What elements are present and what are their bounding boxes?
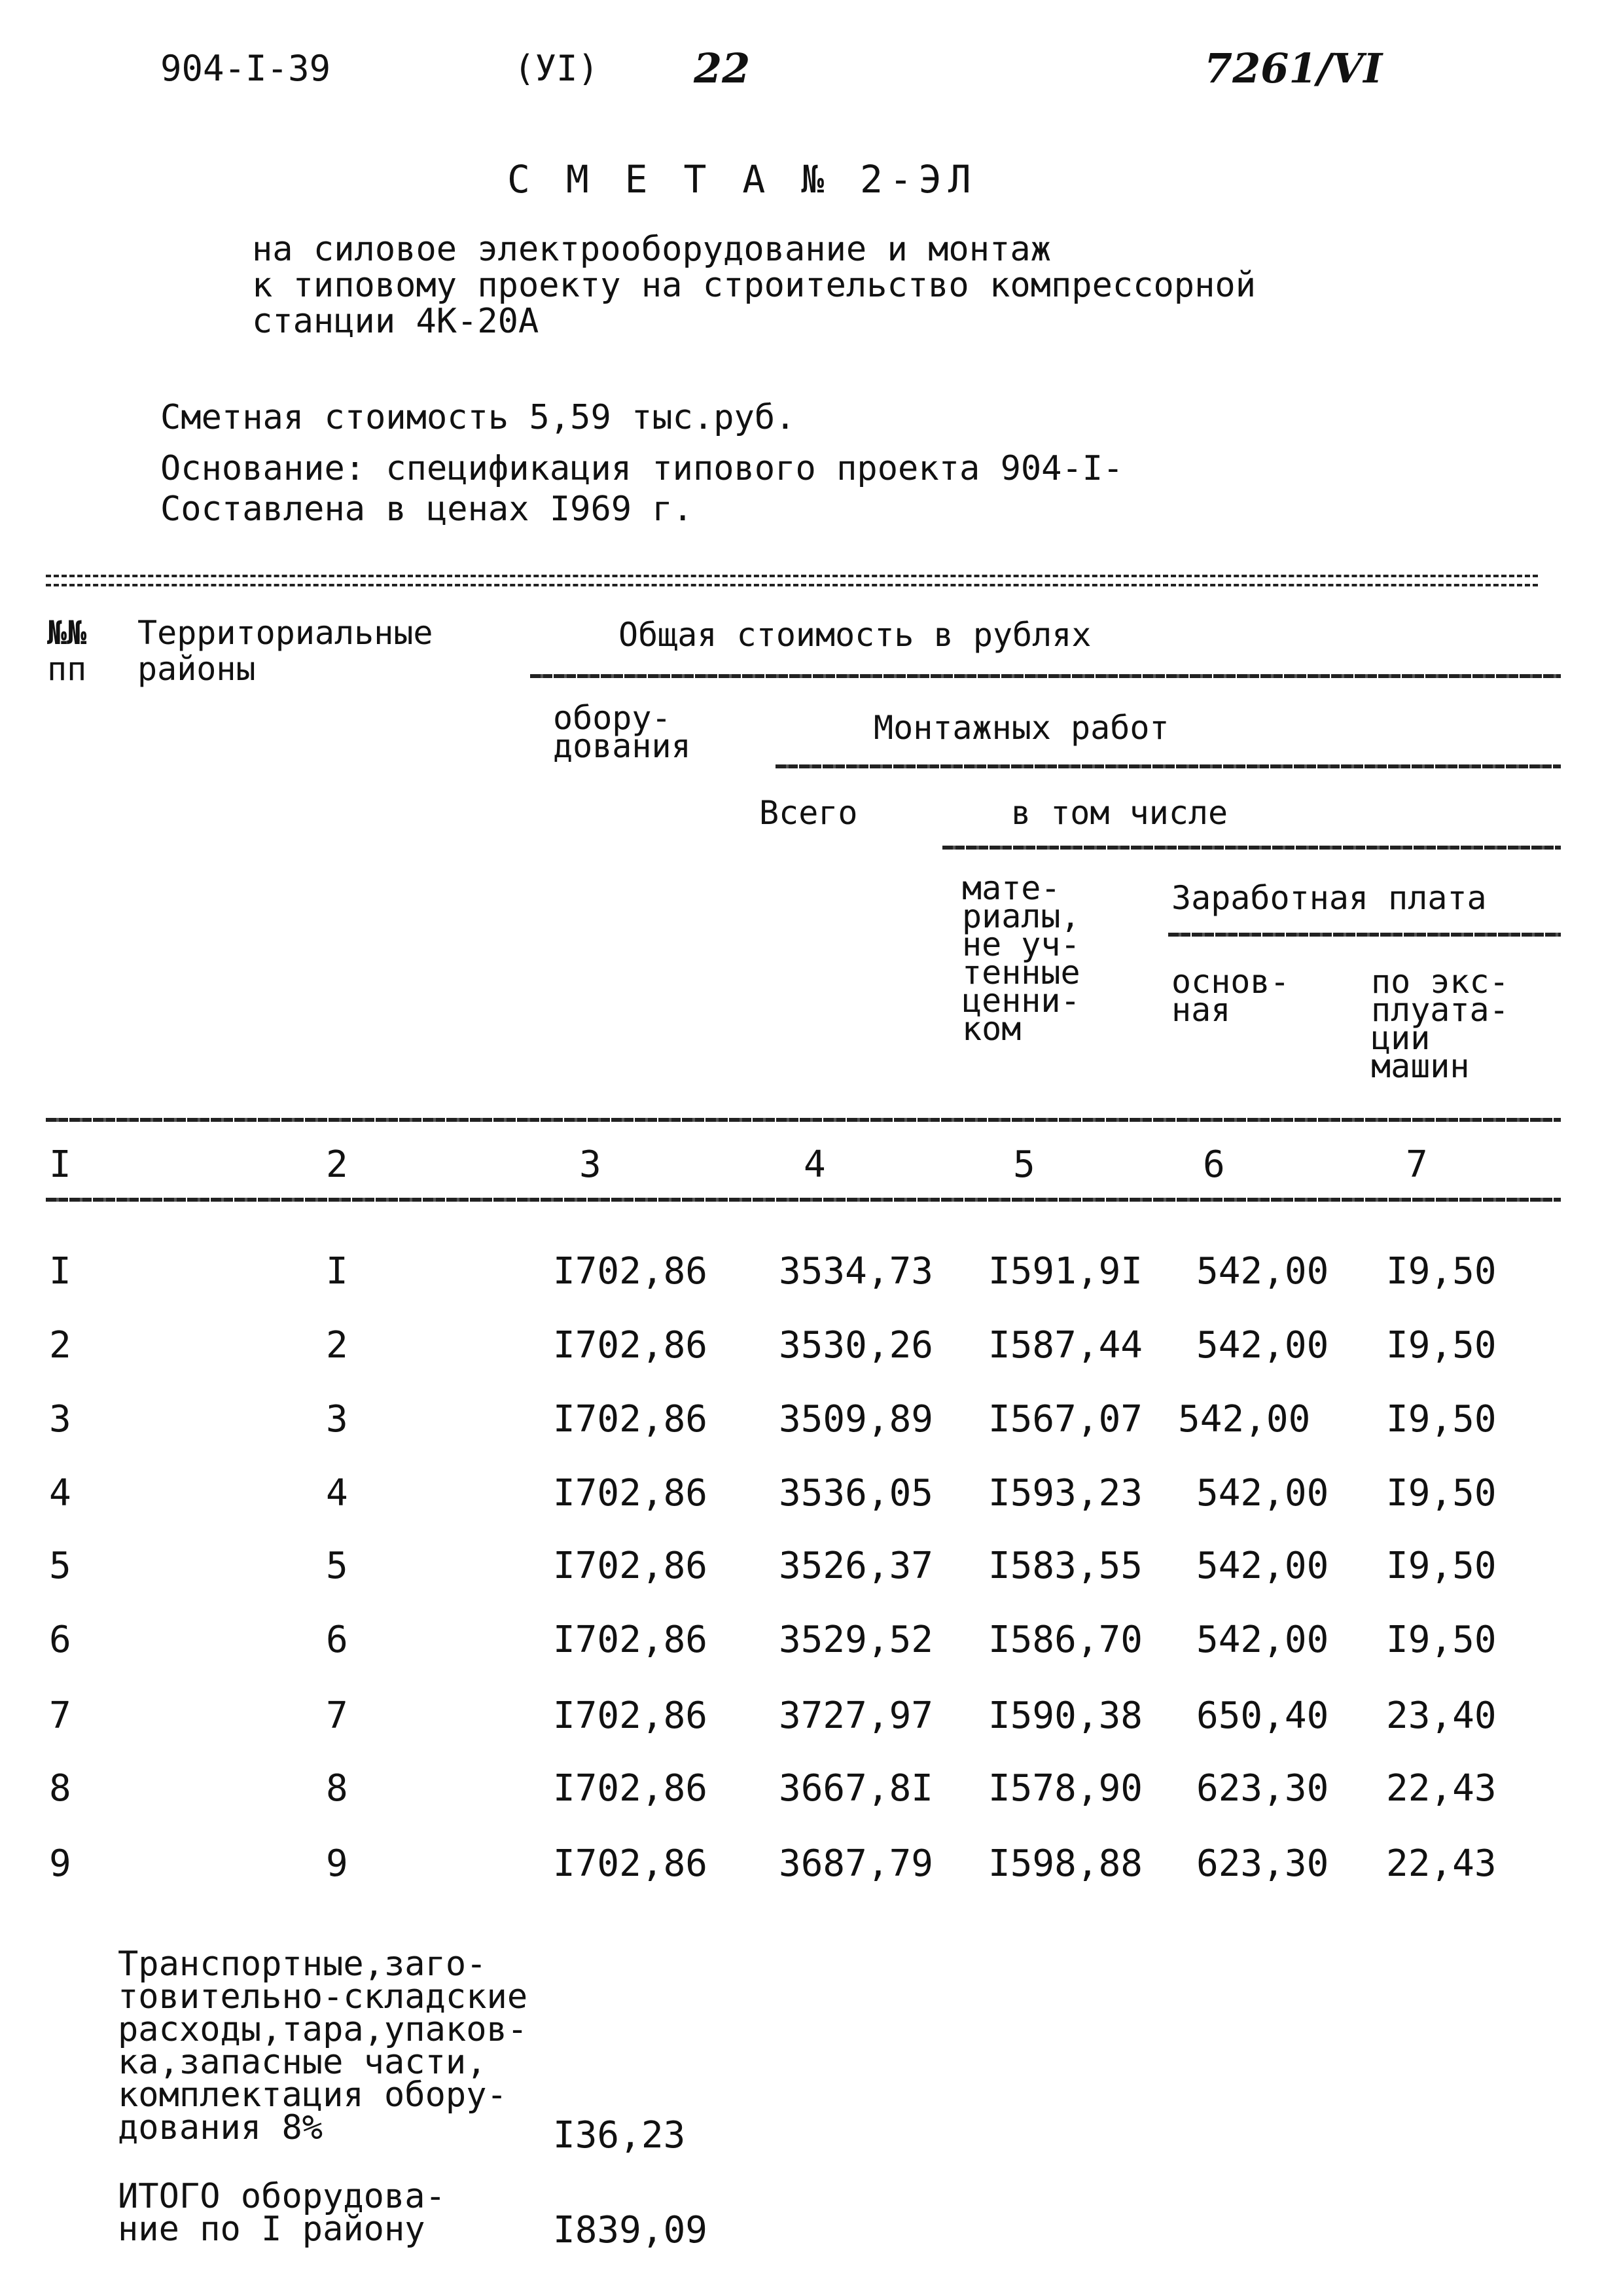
col-number-6: 6	[1203, 1143, 1225, 1186]
table-row-3-equipment: I702,86	[553, 1398, 708, 1441]
archive-number: 7261/VI	[1204, 45, 1383, 92]
equipment-header-line1: обору-	[553, 699, 671, 737]
col-number-rule	[46, 1198, 1561, 1202]
table-row-5-equipment: I702,86	[553, 1545, 708, 1587]
table-row-8-total: 3667,8I	[779, 1767, 934, 1810]
table-row-4-region: 4	[326, 1472, 348, 1515]
table-row-6-region: 6	[326, 1619, 348, 1661]
table-top-rule-2	[46, 584, 1538, 586]
table-row-9-machines: 22,43	[1386, 1842, 1497, 1885]
table-row-1-machines: I9,50	[1386, 1250, 1497, 1293]
equipment-header-line2: дования	[553, 727, 691, 765]
subtitle-line-3: станции 4К-20А	[252, 302, 539, 341]
machines-header-line1: по экс-	[1371, 963, 1509, 1001]
total-header: Всего	[759, 794, 858, 832]
materials-header-line1: мате-	[962, 869, 1061, 907]
including-header-rule	[942, 846, 1561, 850]
transport-line-6: дования 8%	[118, 2108, 323, 2147]
table-row-3-region: 3	[326, 1398, 348, 1441]
table-row-8-materials: I578,90	[988, 1767, 1143, 1810]
table-row-8-machines: 22,43	[1386, 1767, 1497, 1810]
table-row-4-equipment: I702,86	[553, 1472, 708, 1515]
document-code: 904-I-39	[160, 48, 331, 89]
machines-header-line3: ции	[1371, 1019, 1431, 1057]
basis-line: Основание: спецификация типового проекта 904-I-	[160, 449, 1124, 488]
col-number-2: 2	[326, 1143, 348, 1186]
table-row-2-region: 2	[326, 1324, 348, 1367]
transport-value: I36,23	[553, 2114, 686, 2157]
table-row-7-equipment: I702,86	[553, 1695, 708, 1737]
table-row-1-total: 3534,73	[779, 1250, 934, 1293]
table-row-5-machines: I9,50	[1386, 1545, 1497, 1587]
table-row-9-total: 3687,79	[779, 1842, 934, 1885]
materials-header-line3: не уч-	[962, 925, 1080, 963]
table-row-1-no: I	[49, 1250, 71, 1293]
table-row-5-materials: I583,55	[988, 1545, 1143, 1587]
including-header: в том числе	[1011, 794, 1228, 832]
table-row-4-total: 3536,05	[779, 1472, 934, 1515]
table-row-6-no: 6	[49, 1619, 71, 1661]
estimate-title: С М Е Т А № 2-ЭЛ	[507, 157, 978, 202]
table-row-9-basic: 623,30	[1196, 1842, 1329, 1885]
table-row-2-materials: I587,44	[988, 1324, 1143, 1367]
table-row-4-no: 4	[49, 1472, 71, 1515]
table-row-3-total: 3509,89	[779, 1398, 934, 1441]
transport-line-3: расходы,тара,упаков-	[118, 2010, 528, 2049]
col-number-3: 3	[579, 1143, 601, 1186]
table-row-6-materials: I586,70	[988, 1619, 1143, 1661]
transport-line-5: комплектация обору-	[118, 2075, 507, 2115]
header-bottom-rule	[46, 1118, 1561, 1122]
table-row-8-basic: 623,30	[1196, 1767, 1329, 1810]
table-row-5-region: 5	[326, 1545, 348, 1587]
group-header-rule	[530, 674, 1561, 678]
table-row-9-no: 9	[49, 1842, 71, 1885]
montage-header-rule	[776, 764, 1561, 768]
col2-header-line2: районы	[137, 650, 256, 688]
table-row-1-materials: I591,9I	[988, 1250, 1143, 1293]
table-row-4-basic: 542,00	[1196, 1472, 1329, 1515]
materials-header-line4: тенные	[962, 954, 1080, 992]
table-row-1-basic: 542,00	[1196, 1250, 1329, 1293]
table-row-7-total: 3727,97	[779, 1695, 934, 1737]
transport-line-4: ка,запасные части,	[118, 2043, 487, 2082]
table-row-7-basic: 650,40	[1196, 1695, 1329, 1737]
table-top-rule	[46, 575, 1538, 577]
basic-salary-header-line2: ная	[1171, 991, 1231, 1029]
table-row-6-basic: 542,00	[1196, 1619, 1329, 1661]
table-row-8-no: 8	[49, 1767, 71, 1810]
album-number: (УI)	[514, 48, 599, 89]
col-number-1: I	[49, 1143, 71, 1186]
group-header: Общая стоимость в рублях	[618, 616, 1092, 654]
table-row-3-machines: I9,50	[1386, 1398, 1497, 1441]
table-row-5-basic: 542,00	[1196, 1545, 1329, 1587]
estimated-cost: Сметная стоимость 5,59 тыс.руб.	[160, 398, 796, 437]
equipment-total-line-1: ИТОГО оборудова-	[118, 2177, 446, 2216]
equipment-total-line-2: ние по I району	[118, 2210, 425, 2249]
equipment-total-value: I839,09	[553, 2209, 708, 2251]
table-row-9-materials: I598,88	[988, 1842, 1143, 1885]
page-number: 22	[694, 45, 751, 92]
basic-salary-header-line1: основ-	[1171, 963, 1290, 1001]
table-row-7-region: 7	[326, 1695, 348, 1737]
machines-header-line2: плуата-	[1371, 991, 1509, 1029]
table-row-3-no: 3	[49, 1398, 71, 1441]
table-row-2-machines: I9,50	[1386, 1324, 1497, 1367]
col-number-5: 5	[1013, 1143, 1035, 1186]
table-row-6-machines: I9,50	[1386, 1619, 1497, 1661]
col2-header-line1: Территориальные	[137, 614, 433, 652]
table-row-9-region: 9	[326, 1842, 348, 1885]
table-row-3-materials: I567,07	[988, 1398, 1143, 1441]
table-row-5-no: 5	[49, 1545, 71, 1587]
table-row-4-materials: I593,23	[988, 1472, 1143, 1515]
subtitle-line-1: на силовое электрооборудование и монтаж	[252, 230, 1051, 269]
table-row-1-equipment: I702,86	[553, 1250, 708, 1293]
subtitle-line-2: к типовому проекту на строительство компрессорной	[252, 266, 1257, 305]
col1-header-line2: пп	[47, 650, 87, 688]
col1-header-line1: №№	[47, 614, 87, 652]
table-row-7-materials: I590,38	[988, 1695, 1143, 1737]
machines-header-line4: машин	[1371, 1047, 1470, 1085]
col-number-7: 7	[1406, 1143, 1428, 1186]
transport-line-1: Транспортные,заго-	[118, 1945, 487, 1984]
materials-header-line6: ком	[962, 1010, 1022, 1048]
materials-header-line5: ценни-	[962, 982, 1080, 1020]
salary-header: Заработная плата	[1171, 879, 1487, 917]
table-row-4-machines: I9,50	[1386, 1472, 1497, 1515]
table-row-2-total: 3530,26	[779, 1324, 934, 1367]
table-row-5-total: 3526,37	[779, 1545, 934, 1587]
materials-header-line2: риалы,	[962, 897, 1080, 935]
prices-year-line: Составлена в ценах I969 г.	[160, 490, 693, 529]
montage-header: Монтажных работ	[874, 709, 1169, 747]
table-row-3-basic: 542,00	[1178, 1398, 1311, 1441]
table-row-6-total: 3529,52	[779, 1619, 934, 1661]
transport-line-2: товительно-складские	[118, 1977, 528, 2017]
table-row-1-region: I	[326, 1250, 348, 1293]
table-row-8-region: 8	[326, 1767, 348, 1810]
table-row-8-equipment: I702,86	[553, 1767, 708, 1810]
table-row-7-machines: 23,40	[1386, 1695, 1497, 1737]
salary-header-rule	[1168, 933, 1561, 937]
table-row-2-basic: 542,00	[1196, 1324, 1329, 1367]
table-row-6-equipment: I702,86	[553, 1619, 708, 1661]
table-row-2-no: 2	[49, 1324, 71, 1367]
col-number-4: 4	[804, 1143, 826, 1186]
table-row-7-no: 7	[49, 1695, 71, 1737]
table-row-2-equipment: I702,86	[553, 1324, 708, 1367]
table-row-9-equipment: I702,86	[553, 1842, 708, 1885]
